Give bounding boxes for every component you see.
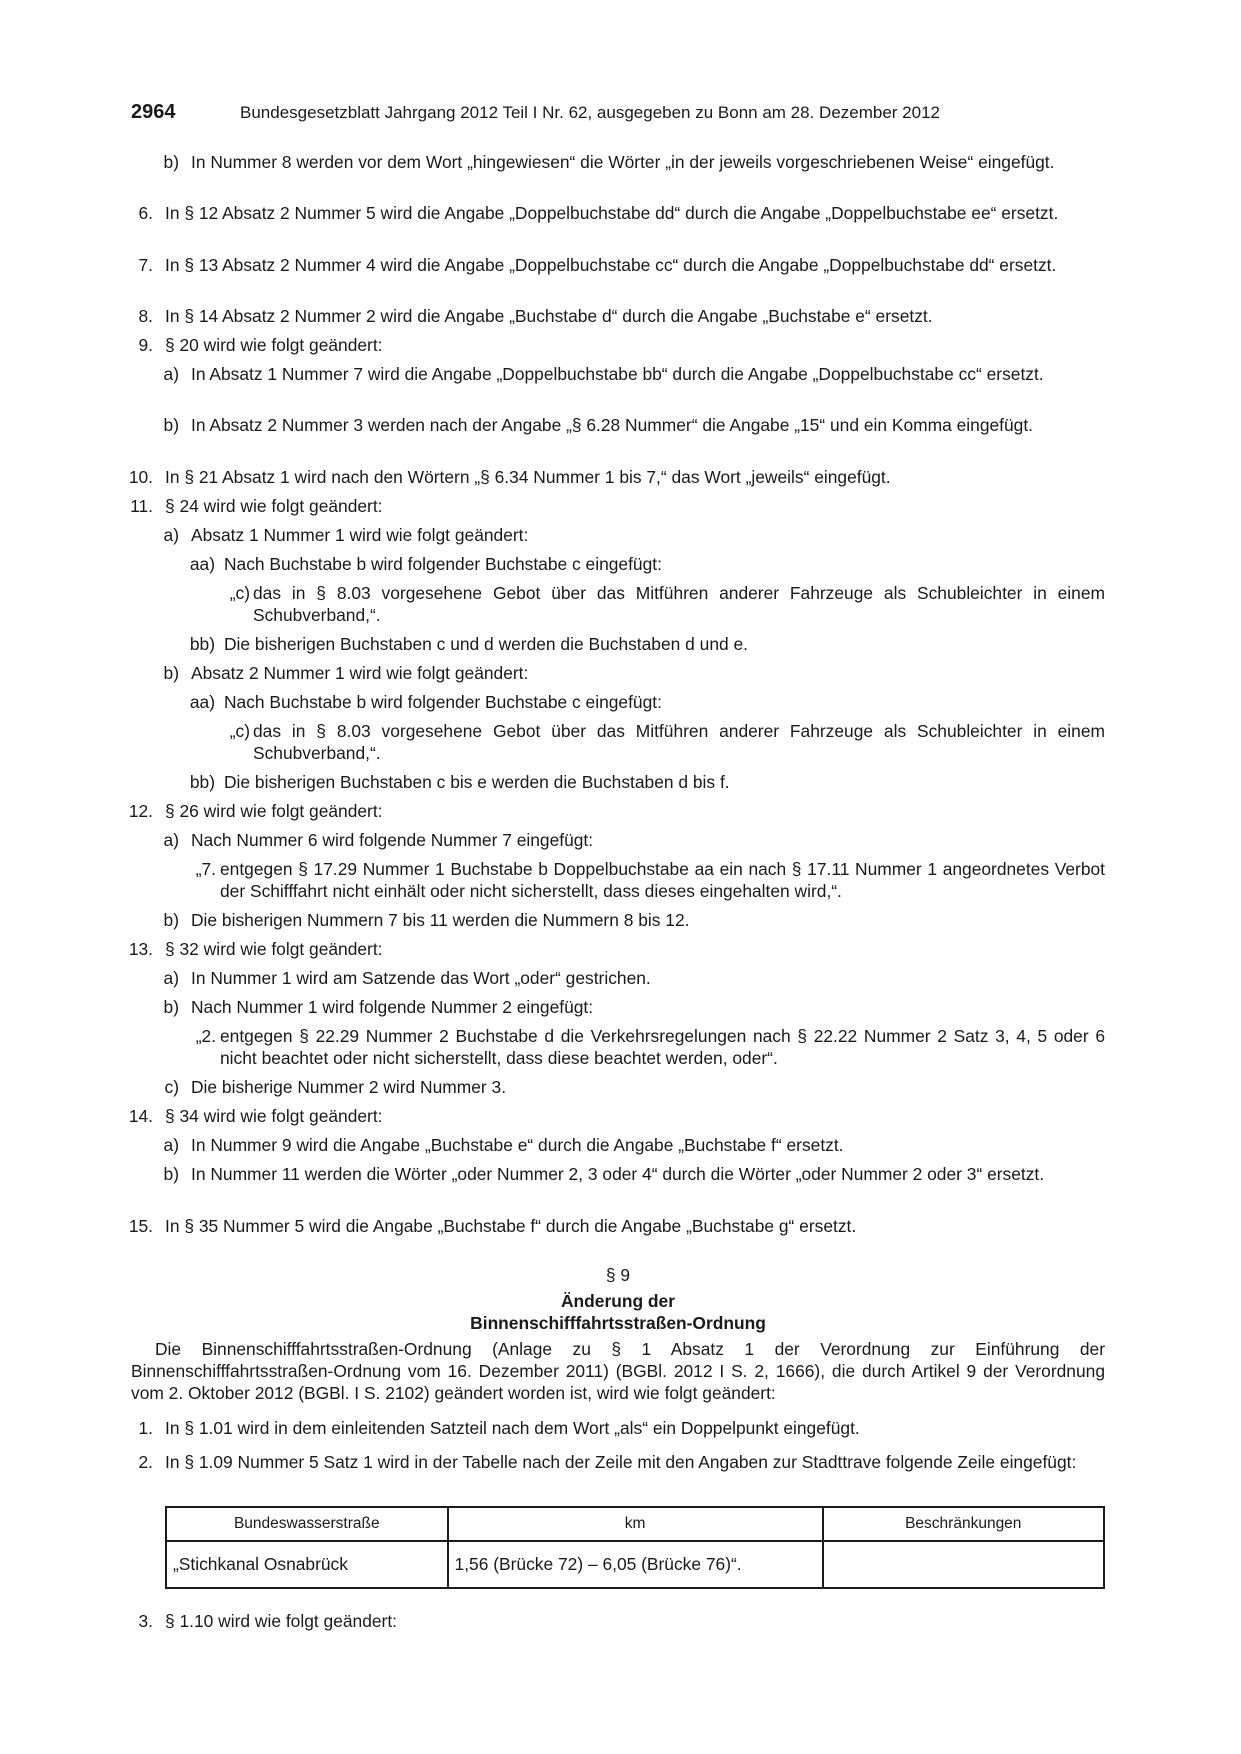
section-heading: Änderung der [560,1291,675,1311]
item-text: In § 14 Absatz 2 Nummer 2 wird die Angabe „Buchstabe d“ durch die Angabe „Buchstabe e“ ersetzt. [165,306,933,326]
section-number: § 9 [605,1265,631,1285]
item-text: § 32 wird wie folgt geändert: [165,939,383,959]
item-marker: b) [163,415,179,435]
item-text: In Absatz 2 Nummer 3 werden nach der Angabe „§ 6.28 Nummer“ die Angabe „15“ und ein Komma eingefügt. [191,415,1034,435]
item-marker: 10. [128,467,153,487]
item-text: In § 1.01 wird in dem einleitenden Satzteil nach dem Wort „als“ ein Doppelpunkt eingefügt. [165,1418,860,1438]
table-header: Beschränkungen [823,1507,1104,1541]
item-marker: b) [163,1164,179,1184]
item-text: § 24 wird wie folgt geändert: [165,496,383,516]
item-text: In § 12 Absatz 2 Nummer 5 wird die Angabe „Doppelbuchstabe dd“ durch die Angabe „Doppelbuchstabe ee“ ersetzt. [165,203,1059,223]
item-text: § 1.10 wird wie folgt geändert: [165,1611,398,1631]
table-header: Bundeswasserstraße [166,1507,448,1541]
item-marker: 11. [130,496,153,516]
item-text: Absatz 2 Nummer 1 wird wie folgt geändert: [191,663,529,683]
item-text: In § 13 Absatz 2 Nummer 4 wird die Angabe „Doppelbuchstabe cc“ durch die Angabe „Doppelbuchstabe dd“ ersetzt. [165,255,1057,275]
item-text: das in § 8.03 vorgesehene Gebot über das Mitführen anderer Fahrzeuge als Schubleichter in einem Schubverband,“. [253,721,1105,763]
gazette-header: Bundesgesetzblatt Jahrgang 2012 Teil I Nr. 62, ausgegeben zu Bonn am 28. Dezember 2012 [240,103,940,122]
item-marker: 9. [138,335,153,355]
item-marker: a) [163,525,179,545]
item-marker: 7. [138,255,153,275]
table-cell: 1,56 (Brücke 72) – 6,05 (Brücke 76)“. [448,1541,823,1588]
item-marker: 3. [138,1611,153,1631]
section-heading: Binnenschifffahrtsstraßen-Ordnung [470,1313,766,1333]
item-text: Absatz 1 Nummer 1 wird wie folgt geändert: [191,525,529,545]
item-marker: b) [163,152,179,172]
item-marker: 8. [138,306,153,326]
item-marker: c) [164,1077,179,1097]
page-number: 2964 [131,101,176,123]
item-marker: a) [163,364,179,384]
item-text: In § 35 Nummer 5 wird die Angabe „Buchstabe f“ durch die Angabe „Buchstabe g“ ersetzt. [165,1216,857,1236]
item-marker: 12. [128,801,153,821]
item-marker: „7. [195,859,216,879]
table-header: km [448,1507,823,1541]
item-text: In Nummer 9 wird die Angabe „Buchstabe e“ durch die Angabe „Buchstabe f“ ersetzt. [191,1135,844,1155]
item-marker: 1. [138,1418,153,1438]
item-marker: „c) [229,583,250,603]
table-cell: „Stichkanal Osnabrück [166,1541,448,1588]
item-marker: 2. [138,1452,153,1472]
item-marker: b) [163,910,179,930]
item-marker: a) [163,1135,179,1155]
item-text: § 20 wird wie folgt geändert: [165,335,383,355]
item-marker: b) [163,663,179,683]
item-marker: a) [163,830,179,850]
item-text: § 26 wird wie folgt geändert: [165,801,383,821]
item-marker: 15. [128,1216,153,1236]
item-text: Nach Nummer 6 wird folgende Nummer 7 eingefügt: [191,830,594,850]
item-marker: „c) [229,721,250,741]
item-marker: 14. [128,1106,153,1126]
table-row [166,1541,1104,1588]
item-text: In Nummer 11 werden die Wörter „oder Nummer 2, 3 oder 4“ durch die Wörter „oder Nummer 2 oder 3“ ersetzt. [191,1164,1045,1184]
item-marker: aa) [189,554,215,574]
item-text: Nach Buchstabe b wird folgender Buchstabe c eingefügt: [224,554,662,574]
item-text: Nach Nummer 1 wird folgende Nummer 2 eingefügt: [191,997,594,1017]
item-marker: aa) [189,692,215,712]
item-marker: b) [163,997,179,1017]
item-text: § 34 wird wie folgt geändert: [165,1106,383,1126]
waterway-table [165,1506,1105,1589]
item-text: Die bisherigen Nummern 7 bis 11 werden die Nummern 8 bis 12. [191,910,690,930]
item-marker: bb) [189,772,215,792]
section-intro: Die Binnenschifffahrtsstraßen-Ordnung (Anlage zu § 1 Absatz 1 der Verordnung zur Einführung der Binnenschifffahrtsstraßen-Ordnung vom 16. Dezember 2011) (BGBl. 2012 I S. 2, 1666), die durch Artikel 9 der Verordnung vom 2. Oktober 2012 (BGBl. I S. 2102) geändert worden ist, wird wie folgt geändert: [131,1339,1105,1403]
item-text: Nach Buchstabe b wird folgender Buchstabe c eingefügt: [224,692,662,712]
item-text: entgegen § 17.29 Nummer 1 Buchstabe b Doppelbuchstabe aa ein nach § 17.11 Nummer 1 angeordnetes Verbot der Schifffahrt nicht einhält oder nicht sicherstellt, dass dieses eingehalten wird,“. [220,859,1105,901]
item-marker: a) [163,968,179,988]
item-text: Die bisherigen Buchstaben c bis e werden die Buchstaben d bis f. [224,772,730,792]
item-text: Die bisherigen Buchstaben c und d werden die Buchstaben d und e. [224,634,749,654]
item-text: das in § 8.03 vorgesehene Gebot über das Mitführen anderer Fahrzeuge als Schubleichter in einem Schubverband,“. [253,583,1105,625]
table-cell [823,1541,1104,1588]
item-text: In § 21 Absatz 1 wird nach den Wörtern „§ 6.34 Nummer 1 bis 7,“ das Wort „jeweils“ eingefügt. [165,467,891,487]
item-text: Die bisherige Nummer 2 wird Nummer 3. [191,1077,507,1097]
item-marker: bb) [189,634,215,654]
item-text: In Nummer 8 werden vor dem Wort „hingewiesen“ die Wörter „in der jeweils vorgeschriebenen Weise“ eingefügt. [191,152,1055,172]
item-marker: 6. [138,203,153,223]
item-text: In Absatz 1 Nummer 7 wird die Angabe „Doppelbuchstabe bb“ durch die Angabe „Doppelbuchstabe cc“ ersetzt. [191,364,1044,384]
item-text: In § 1.09 Nummer 5 Satz 1 wird in der Tabelle nach der Zeile mit den Angaben zur Stadttrave folgende Zeile eingefügt: [165,1452,1077,1472]
item-marker: „2. [195,1026,216,1046]
item-marker: 13. [128,939,153,959]
item-text: entgegen § 22.29 Nummer 2 Buchstabe d die Verkehrsregelungen nach § 22.22 Nummer 2 Satz 3, 4, 5 oder 6 nicht beachtet oder nicht sicherstellt, dass diese beachtet werden, oder“. [220,1026,1105,1068]
item-text: In Nummer 1 wird am Satzende das Wort „oder“ gestrichen. [191,968,651,988]
